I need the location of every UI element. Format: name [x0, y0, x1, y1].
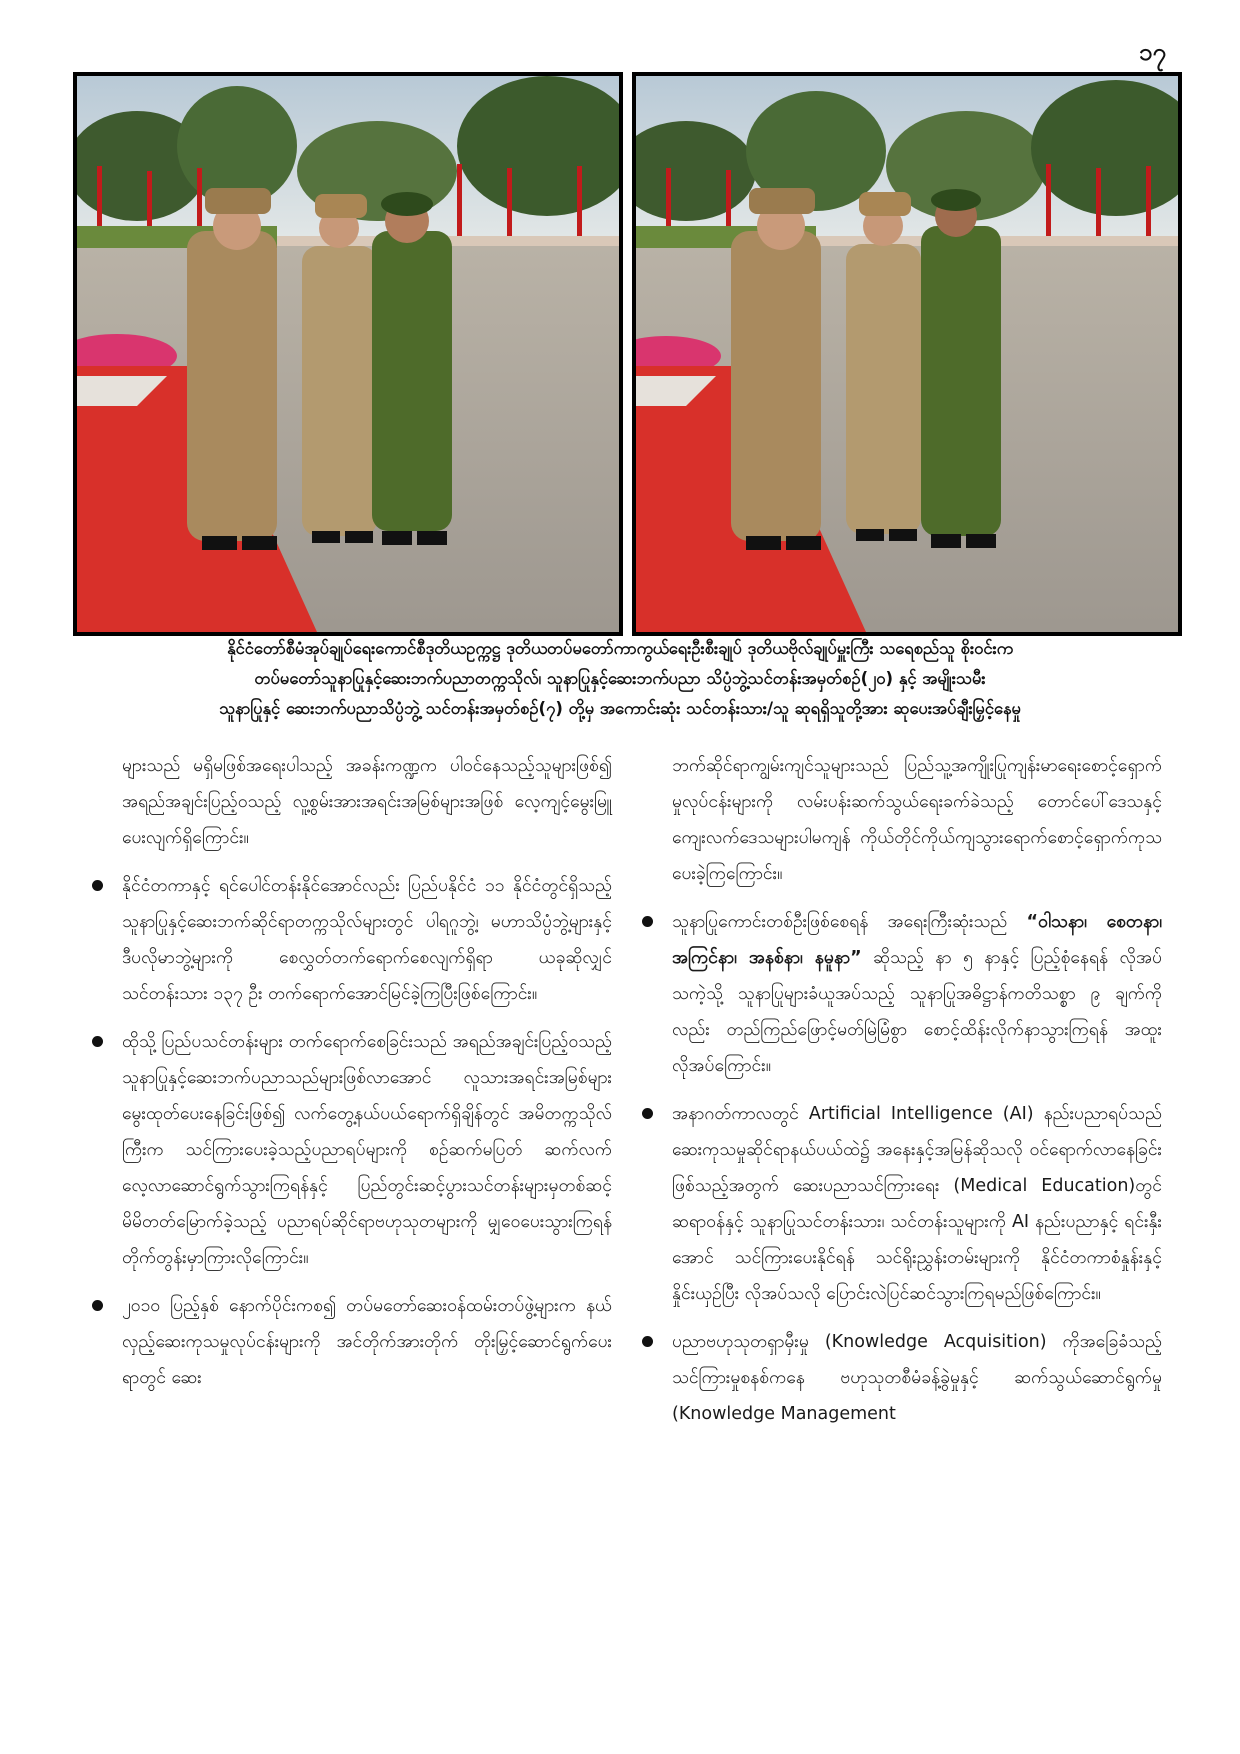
- photo-left-scene: [77, 76, 619, 632]
- bullet-item: [642, 904, 1162, 1084]
- bullet-text-start: သူနာပြုကောင်းတစ်ဦးဖြစ်စေရန် အရေးကြီးဆုံးသည်: [672, 912, 1027, 932]
- continued-paragraph: များသည် မရှိမဖြစ်အရေးပါသည့် အခန်းကဏ္ဍက ပါဝင်နေသည့်သူများဖြစ်၍ အရည်အချင်းပြည့်ဝသည့် လူ့စွမ်းအားအရင်းအမြစ်များအဖြစ် လေ့ကျင့်မွေးမြူပေးလျက်ရှိကြောင်း။: [122, 756, 612, 848]
- bullet-icon: [92, 880, 103, 891]
- bullet-item: [642, 1324, 1162, 1432]
- bullet-icon: [92, 1036, 103, 1047]
- caption-line-3: သူနာပြုနှင့် ဆေးဘက်ပညာသိပ္ပံဘွဲ့ သင်တန်းအမှတ်စဉ်(၇) တို့မှ အကောင်းဆုံး သင်တန်းသား/သူ ဆုရရှိသူတို့အား ဆုပေးအပ်ချီးမြှင့်နေမှု: [219, 699, 1021, 718]
- photo-left: [73, 72, 623, 636]
- continued-paragraph: ဘက်ဆိုင်ရာကျွမ်းကျင်သူများသည် ပြည်သူ့အကျိုးပြုကျန်းမာရေးစောင့်ရှောက်မှုလုပ်ငန်းများကို လမ်းပန်းဆက်သွယ်ရေးခက်ခဲသည့် တောင်ပေါ်ဒေသနှင့် ကျေးလက်ဒေသများပါမကျန် ကိုယ်တိုင်ကိုယ်ကျသွားရောက်စောင့်ရှောက်ကုသပေးခဲ့ကြကြောင်း။: [672, 756, 1162, 884]
- photo-caption: [66, 634, 1174, 724]
- bullet-item: [92, 1288, 612, 1396]
- right-column: [642, 748, 1162, 1444]
- caption-line-1: နိုင်ငံတော်စီမံအုပ်ချုပ်ရေးကောင်စီဒုတိယဥက္ကဋ္ဌ ဒုတိယတပ်မတော်ကာကွယ်ရေးဦးစီးချုပ် ဒုတိယဗိုလ်ချုပ်မှူးကြီး သရေစည်သူ စိုးဝင်းက: [227, 639, 1013, 658]
- left-column: [92, 748, 612, 1408]
- bullet-icon: [92, 1300, 103, 1311]
- bullet-text: [672, 904, 1162, 1084]
- five-qualities-phrase: “ဝါသနာ၊ စေတနာ၊ အကြင်နာ၊ အနစ်နာ၊ နမူနာ”: [672, 912, 1162, 968]
- page-number: ၁၇: [1139, 38, 1166, 66]
- bullet-text: ၂၀၁၀ ပြည့်နှစ် နောက်ပိုင်းကစ၍ တပ်မတော်ဆေးဝန်ထမ်းတပ်ဖွဲ့များက နယ်လှည့်ဆေးကုသမှုလုပ်ငန်းများကို အင်တိုက်အားတိုက် တိုးမြှင့်ဆောင်ရွက်ပေးရာတွင် ဆေး: [122, 1296, 612, 1388]
- bullet-icon: [642, 1336, 653, 1347]
- bullet-icon: [642, 1108, 653, 1119]
- bullet-text: ပညာဗဟုသုတရှာမှီးမှု (Knowledge Acquisition) ကိုအခြေခံသည့် သင်ကြားမှုစနစ်ကနေ ဗဟုသုတစီမံခန့်ခွဲမှုနှင့် ဆက်သွယ်ဆောင်ရွက်မှု (Knowledge Management: [672, 1332, 1162, 1424]
- photo-right-scene: [636, 76, 1178, 632]
- bullet-icon: [642, 916, 653, 927]
- bullet-item: [92, 1024, 612, 1276]
- bullet-item: [642, 1096, 1162, 1312]
- bullet-text-end: ဆိုသည့် နာ ၅ နာနှင့် ပြည့်စုံနေရန် လိုအပ်သကဲ့သို့ သူနာပြုများခံယူအပ်သည့် သူနာပြုအဓိဋ္ဌာန်ကတိသစ္စာ ၉ ချက်ကိုလည်း တည်ကြည်ဖြောင့်မတ်မြဲမြံစွာ စောင့်ထိန်းလိုက်နာသွားကြရန် အထူးလိုအပ်ကြောင်း။: [672, 948, 1162, 1076]
- photo-right: [632, 72, 1182, 636]
- bullet-text: ထိုသို့ ပြည်ပသင်တန်းများ တက်ရောက်စေခြင်းသည် အရည်အချင်းပြည့်ဝသည့် သူနာပြုနှင့်ဆေးဘက်ပညာသည်များဖြစ်လာအောင် လူသားအရင်းအမြစ်များ မွေးထုတ်ပေးနေခြင်းဖြစ်၍ လက်တွေ့နယ်ပယ်ရောက်ရှိချိန်တွင် အမိတက္ကသိုလ်ကြီးက သင်ကြားပေးခဲ့သည့်ပညာရပ်များကို စဉ်ဆက်မပြတ် ဆက်လက်လေ့လာဆောင်ရွက်သွားကြရန်နှင့် ပြည်တွင်းဆင့်ပွားသင်တန်းများမှတစ်ဆင့် မိမိတတ်မြောက်ခဲ့သည့် ပညာရပ်ဆိုင်ရာဗဟုသုတများကို မျှဝေပေးသွားကြရန် တိုက်တွန်းမှာကြားလိုကြောင်း။: [122, 1032, 612, 1268]
- bullet-text: အနာဂတ်ကာလတွင် Artificial Intelligence (AI) နည်းပညာရပ်သည် ဆေးကုသမှုဆိုင်ရာနယ်ပယ်ထဲ၌ အနေးနှင့်အမြန်ဆိုသလို ဝင်ရောက်လာနေခြင်းဖြစ်သည့်အတွက် ဆေးပညာသင်ကြားရေး (Medical Education)တွင် ဆရာဝန်နှင့် သူနာပြုသင်တန်းသား၊ သင်တန်းသူများကို AI နည်းပညာနှင့် ရင်းနှီးအောင် သင်ကြားပေးနိုင်ရန် သင်ရိုးညွှန်းတမ်းများကို နိုင်ငံတကာစံနှုန်းနှင့်နှိုင်းယှဉ်ပြီး လိုအပ်သလို ပြောင်းလဲပြင်ဆင်သွားကြရမည်ဖြစ်ကြောင်း။: [672, 1104, 1162, 1304]
- caption-line-2: တပ်မတော်သူနာပြုနှင့်ဆေးဘက်ပညာတက္ကသိုလ်၊ သူနာပြုနှင့်ဆေးဘက်ပညာ သိပ္ပံဘွဲ့သင်တန်းအမှတ်စဉ်(၂၀) နှင့် အမျိုးသမီး: [254, 669, 986, 688]
- bullet-item: [92, 868, 612, 1012]
- bullet-text: နိုင်ငံတကာနှင့် ရင်ပေါင်တန်းနိုင်အောင်လည်း ပြည်ပနိုင်ငံ ၁၁ နိုင်ငံတွင်ရှိသည့် သူနာပြုနှင့်ဆေးဘက်ဆိုင်ရာတက္ကသိုလ်များတွင် ပါရဂူဘွဲ့၊ မဟာသိပ္ပံဘွဲ့များနှင့် ဒီပလိုမာဘွဲ့များကို စေလွှတ်တက်ရောက်စေလျက်ရှိရာ ယခုဆိုလျှင် သင်တန်းသား ၁၃၇ ဦး တက်ရောက်အောင်မြင်ခဲ့ကြပြီးဖြစ်ကြောင်း။: [122, 876, 612, 1004]
